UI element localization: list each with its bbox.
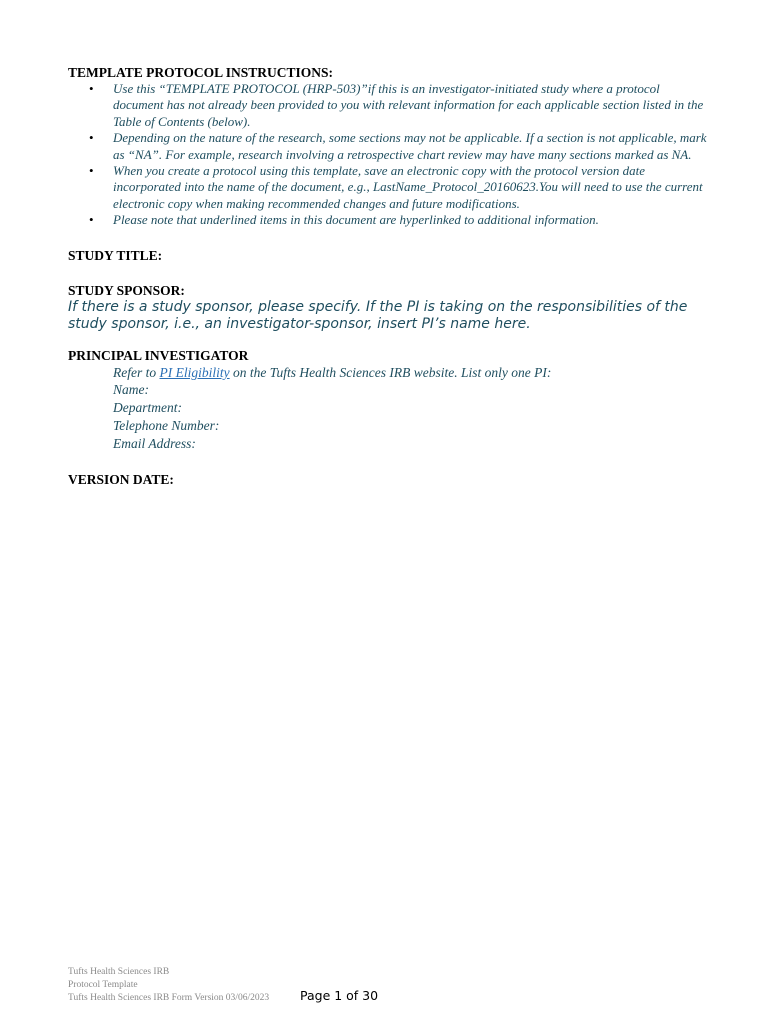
bullet-icon: • [89, 130, 94, 146]
instruction-text: Please note that underlined items in this document are hyperlinked to additional information. [113, 212, 599, 228]
bullet-icon: • [89, 81, 94, 96]
principal-investigator-heading: PRINCIPAL INVESTIGATOR [68, 347, 249, 363]
pi-eligibility-link[interactable]: PI Eligibility [159, 364, 230, 380]
instruction-item [68, 130, 708, 163]
instruction-text: Depending on the nature of the research, some sections may not be applicable. If a section is not applicable, mark as “NA”. For example, research involving a retrospective chart review may have many sections marked as NA. [113, 130, 707, 162]
instructions-list [68, 81, 708, 229]
study-title-heading: STUDY TITLE: [68, 247, 163, 263]
footer-doc-type: Protocol Template [68, 979, 138, 990]
instruction-item [68, 163, 708, 212]
bullet-icon: • [89, 163, 94, 179]
bullet-icon: • [89, 212, 94, 228]
page-footer [68, 966, 269, 1004]
instructions-heading: TEMPLATE PROTOCOL INSTRUCTIONS: [68, 65, 334, 80]
pi-refer-suffix: on the Tufts Health Sciences IRB website. List only one PI: [229, 364, 552, 380]
document-page [68, 64, 708, 488]
footer-form-version: Tufts Health Sciences IRB Form Version 03/06/2023 [68, 992, 270, 1003]
study-sponsor-instruction: If there is a study sponsor, please specify. If the PI is taking on the responsibilities of the study sponsor, i.e., an investigator-sponsor, insert PI’s name here. [68, 298, 688, 332]
footer-org: Tufts Health Sciences IRB [68, 967, 170, 977]
pi-refer-line [113, 364, 708, 382]
pi-department-label: Department: [113, 400, 182, 416]
pi-email-label: Email Address: [113, 435, 196, 451]
principal-investigator-block [68, 364, 708, 453]
instruction-text: When you create a protocol using this template, save an electronic copy with the protocol version date incorporated into the name of the document, e.g., LastName_Protocol_20160623.You will need to use the current electronic copy when making recommended changes and future modifications. [113, 163, 703, 211]
study-sponsor-heading: STUDY SPONSOR: [68, 282, 185, 298]
instruction-item [68, 81, 708, 130]
pi-refer-prefix: Refer to [113, 364, 160, 380]
pi-telephone-label: Telephone Number: [113, 418, 220, 434]
instruction-item [68, 212, 708, 228]
instruction-text: Use this “TEMPLATE PROTOCOL (HRP-503)”if this is an investigator-initiated study where a protocol document has not already been provided to you with relevant information for each applicable section listed in the Table of Contents (below). [113, 81, 704, 129]
page-number: Page 1 of 30 [300, 988, 379, 1003]
version-date-heading: VERSION DATE: [68, 471, 174, 487]
pi-name-label: Name: [113, 382, 149, 398]
